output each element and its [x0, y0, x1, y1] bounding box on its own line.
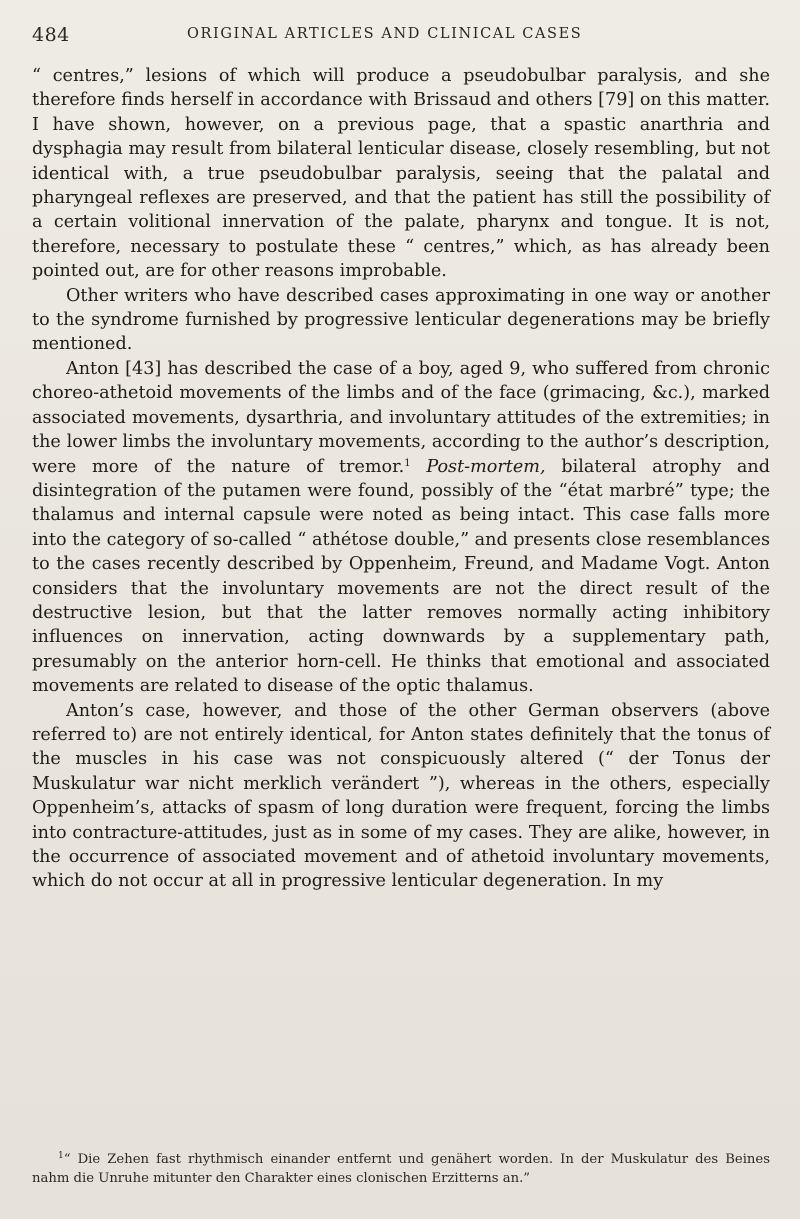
running-head — [32, 24, 770, 52]
page-number: 484 — [32, 24, 70, 46]
post-mortem-italic: Post-mortem, — [426, 456, 546, 477]
paragraph-continued: “ centres,” lesions of which will produce a pseudobulbar paralysis, and she therefore finds herself in accordance with Brissaud and others [79] on this matter. I have shown, however, on a previous page, that a spastic anarthria and dysphagia may result from bilateral lenticular disease, closely resembling, but not identical with, a true pseudobulbar paralysis, seeing that the palatal and pharyngeal reflexes are preserved, and that the patient has still the possibility of a certain volitional innervation of the palate, pharynx and tongue. It is not, therefore, necessary to postulate these “ centres,” which, as has already been pointed out, are for other reasons improbable. — [32, 66, 770, 282]
body-text — [32, 64, 770, 894]
paragraph-anton-comparison: Anton’s case, however, and those of the other German observers (above referred to) are not entirely identical, for Anton states definitely that the tonus of the muscles in his case was not conspicuously altered (“ der Tonus der Muskulatur war nicht merklich verändert ”), whereas in the others, especially Oppenheim’s, attacks of spasm of long duration were frequent, forcing the limbs into contracture-attitudes, just as in some of my cases. They are alike, however, in the occurrence of associated movement and of athetoid involuntary movements, which do not occur at all in progressive lenticular degeneration. In my — [32, 700, 770, 892]
footnote-text: “ Die Zehen fast rhythmisch einander entfernt und genähert worden. In der Muskulatur des Beines nahm die Unruhe mitunter den Charakter eines clonischen Erzitterns an.” — [32, 1152, 770, 1186]
footnote-reference: 1 — [404, 457, 411, 469]
paragraph-other-writers: Other writers who have described cases approximating in one way or another to the syndrome furnished by progressive lenticular degenerations may be briefly mentioned. — [32, 285, 770, 355]
running-title: ORIGINAL ARTICLES AND CLINICAL CASES — [187, 26, 583, 42]
anton-case-text-before: Anton [43] has described the case of a boy, aged 9, who suffered from chronic choreo-athetoid movements of the limbs and of the face (grimacing, &c.), marked associated movements, dysarthria, and involuntary attitudes of the extremities; in the lower limbs the involuntary movements, according to the author’s description, were more of the nature of tremor. — [32, 358, 770, 477]
paragraph-anton-case — [32, 357, 770, 699]
footnote — [32, 1150, 770, 1188]
anton-case-text-after: bilateral atrophy and disintegration of the putamen were found, possibly of the “état marbré” type; the thalamus and internal capsule were noted as being intact. This case falls more into the category of so-called “ athétose double,” and presents close resemblances to the cases recently described by Oppenheim, Freund, and Madame Vogt. Anton considers that the involuntary movements are not the direct result of the destructive lesion, but that the latter removes normally acting inhibitory influences on innervation, acting downwards by a supplementary path, presumably on the anterior horn-cell. He thinks that emotional and associated movements are related to disease of the optic thalamus. — [32, 456, 771, 697]
footnote-marker: 1 — [58, 1151, 64, 1161]
